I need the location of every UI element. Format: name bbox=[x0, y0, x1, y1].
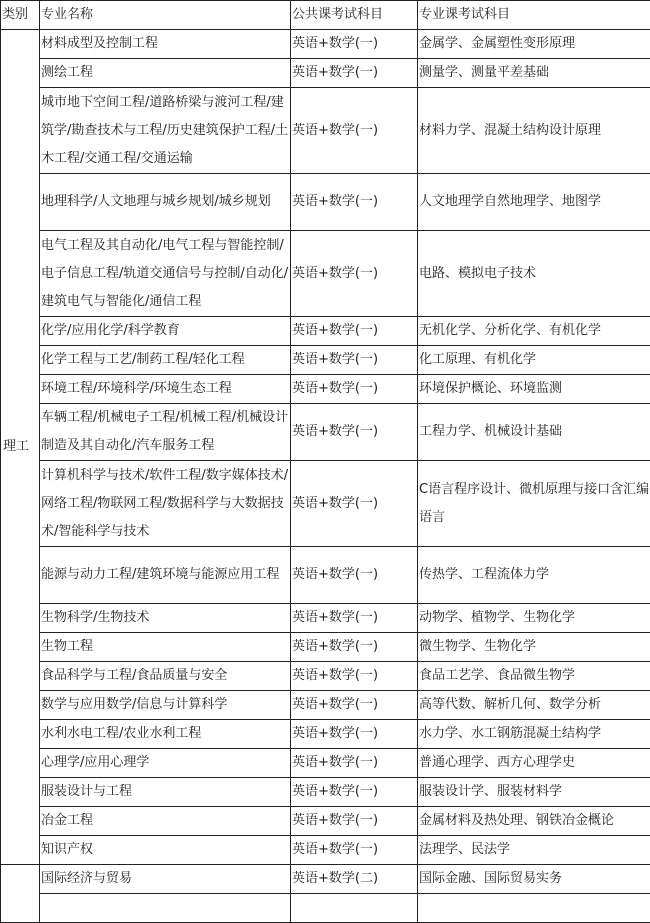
major-exam-cell bbox=[418, 894, 650, 923]
table-row bbox=[1, 720, 650, 749]
public-exam-cell: 英语+数学(一) bbox=[291, 633, 418, 662]
major-exam-cell: 动物学、植物学、生物化学 bbox=[418, 604, 650, 633]
table-row bbox=[1, 749, 650, 778]
major-exam-cell: 国际金融、国际贸易实务 bbox=[418, 865, 650, 894]
public-exam-cell: 英语+数学(一) bbox=[291, 231, 418, 317]
table-row bbox=[1, 461, 650, 547]
major-cell: 食品科学与工程/食品质量与安全 bbox=[40, 662, 291, 691]
table-row bbox=[1, 865, 650, 894]
table-header-row bbox=[1, 1, 650, 30]
major-cell: 冶金工程 bbox=[40, 807, 291, 836]
major-cell: 心理学/应用心理学 bbox=[40, 749, 291, 778]
major-cell: 数学与应用数学/信息与计算科学 bbox=[40, 691, 291, 720]
public-exam-cell: 英语+数学(一) bbox=[291, 807, 418, 836]
table-row bbox=[1, 317, 650, 346]
major-exam-cell: 高等代数、解析几何、数学分析 bbox=[418, 691, 650, 720]
major-cell: 生物工程 bbox=[40, 633, 291, 662]
major-exam-cell: 传热学、工程流体力学 bbox=[418, 547, 650, 604]
major-exam-cell: 金属材料及热处理、钢铁冶金概论 bbox=[418, 807, 650, 836]
public-exam-cell: 英语+数学(一) bbox=[291, 404, 418, 461]
header-major-exam: 专业课考试科目 bbox=[418, 1, 650, 30]
major-cell: 电气工程及其自动化/电气工程与智能控制/电子信息工程/轨道交通信号与控制/自动化/建筑电气与智能化/通信工程 bbox=[40, 231, 291, 317]
major-cell: 车辆工程/机械电子工程/机械工程/机械设计制造及其自动化/汽车服务工程 bbox=[40, 404, 291, 461]
major-cell: 服装设计与工程 bbox=[40, 778, 291, 807]
table-row bbox=[1, 633, 650, 662]
public-exam-cell: 英语+数学(一) bbox=[291, 30, 418, 59]
major-cell: 生物科学/生物技术 bbox=[40, 604, 291, 633]
major-exam-cell: 服装设计学、服装材料学 bbox=[418, 778, 650, 807]
category-cell bbox=[1, 865, 40, 923]
public-exam-cell: 英语+数学(一) bbox=[291, 375, 418, 404]
table-row bbox=[1, 231, 650, 317]
table-row bbox=[1, 375, 650, 404]
major-exam-cell: 材料力学、混凝土结构设计原理 bbox=[418, 88, 650, 174]
public-exam-cell: 英语+数学(一) bbox=[291, 174, 418, 231]
table-row bbox=[1, 346, 650, 375]
major-exam-cell: 金属学、金属塑性变形原理 bbox=[418, 30, 650, 59]
public-exam-cell: 英语+数学(一) bbox=[291, 749, 418, 778]
header-major: 专业名称 bbox=[40, 1, 291, 30]
major-cell: 材料成型及控制工程 bbox=[40, 30, 291, 59]
major-exam-cell: 食品工艺学、食品微生物学 bbox=[418, 662, 650, 691]
public-exam-cell: 英语+数学(一) bbox=[291, 88, 418, 174]
major-exam-cell: 工程力学、机械设计基础 bbox=[418, 404, 650, 461]
table-row bbox=[1, 88, 650, 174]
table-row bbox=[1, 807, 650, 836]
public-exam-cell: 英语+数学(一) bbox=[291, 59, 418, 88]
public-exam-cell bbox=[291, 894, 418, 923]
public-exam-cell: 英语+数学(一) bbox=[291, 720, 418, 749]
table-row bbox=[1, 174, 650, 231]
major-cell: 化学工程与工艺/制药工程/轻化工程 bbox=[40, 346, 291, 375]
public-exam-cell: 英语+数学(一) bbox=[291, 778, 418, 807]
header-category: 类别 bbox=[1, 1, 40, 30]
major-cell: 知识产权 bbox=[40, 836, 291, 865]
table-row bbox=[1, 547, 650, 604]
table-row bbox=[1, 894, 650, 923]
major-exam-cell: 普通心理学、西方心理学史 bbox=[418, 749, 650, 778]
table-row bbox=[1, 662, 650, 691]
table-row bbox=[1, 778, 650, 807]
major-cell: 水利水电工程/农业水利工程 bbox=[40, 720, 291, 749]
major-exam-cell: 水力学、水工钢筋混凝土结构学 bbox=[418, 720, 650, 749]
major-cell: 测绘工程 bbox=[40, 59, 291, 88]
public-exam-cell: 英语+数学(一) bbox=[291, 547, 418, 604]
public-exam-cell: 英语+数学(一) bbox=[291, 604, 418, 633]
major-cell: 能源与动力工程/建筑环境与能源应用工程 bbox=[40, 547, 291, 604]
major-cell: 国际经济与贸易 bbox=[40, 865, 291, 894]
table-row bbox=[1, 691, 650, 720]
table-row bbox=[1, 30, 650, 59]
major-cell bbox=[40, 894, 291, 923]
major-exam-cell: 电路、模拟电子技术 bbox=[418, 231, 650, 317]
major-exam-cell: C语言程序设计、微机原理与接口含汇编语言 bbox=[418, 461, 650, 547]
header-public-exam: 公共课考试科目 bbox=[291, 1, 418, 30]
public-exam-cell: 英语+数学(一) bbox=[291, 346, 418, 375]
public-exam-cell: 英语+数学(一) bbox=[291, 317, 418, 346]
table-row bbox=[1, 59, 650, 88]
table-row bbox=[1, 404, 650, 461]
major-exam-cell: 人文地理学自然地理学、地图学 bbox=[418, 174, 650, 231]
major-cell: 化学/应用化学/科学教育 bbox=[40, 317, 291, 346]
table-row bbox=[1, 604, 650, 633]
major-exam-cell: 法理学、民法学 bbox=[418, 836, 650, 865]
public-exam-cell: 英语+数学(一) bbox=[291, 662, 418, 691]
major-exam-cell: 化工原理、有机化学 bbox=[418, 346, 650, 375]
public-exam-cell: 英语+数学(一) bbox=[291, 836, 418, 865]
major-exam-cell: 环境保护概论、环境监测 bbox=[418, 375, 650, 404]
public-exam-cell: 英语+数学(二) bbox=[291, 865, 418, 894]
major-cell: 计算机科学与技术/软件工程/数字媒体技术/网络工程/物联网工程/数据科学与大数据技术/智能科学与技术 bbox=[40, 461, 291, 547]
major-cell: 地理科学/人文地理与城乡规划/城乡规划 bbox=[40, 174, 291, 231]
table-row bbox=[1, 836, 650, 865]
major-exam-cell: 微生物学、生物化学 bbox=[418, 633, 650, 662]
major-exam-cell: 测量学、测量平差基础 bbox=[418, 59, 650, 88]
public-exam-cell: 英语+数学(一) bbox=[291, 461, 418, 547]
major-cell: 环境工程/环境科学/环境生态工程 bbox=[40, 375, 291, 404]
major-cell: 城市地下空间工程/道路桥梁与渡河工程/建筑学/勘查技术与工程/历史建筑保护工程/土木工程/交通工程/交通运输 bbox=[40, 88, 291, 174]
major-exam-cell: 无机化学、分析化学、有机化学 bbox=[418, 317, 650, 346]
category-cell: 理工 bbox=[1, 30, 40, 865]
public-exam-cell: 英语+数学(一) bbox=[291, 691, 418, 720]
